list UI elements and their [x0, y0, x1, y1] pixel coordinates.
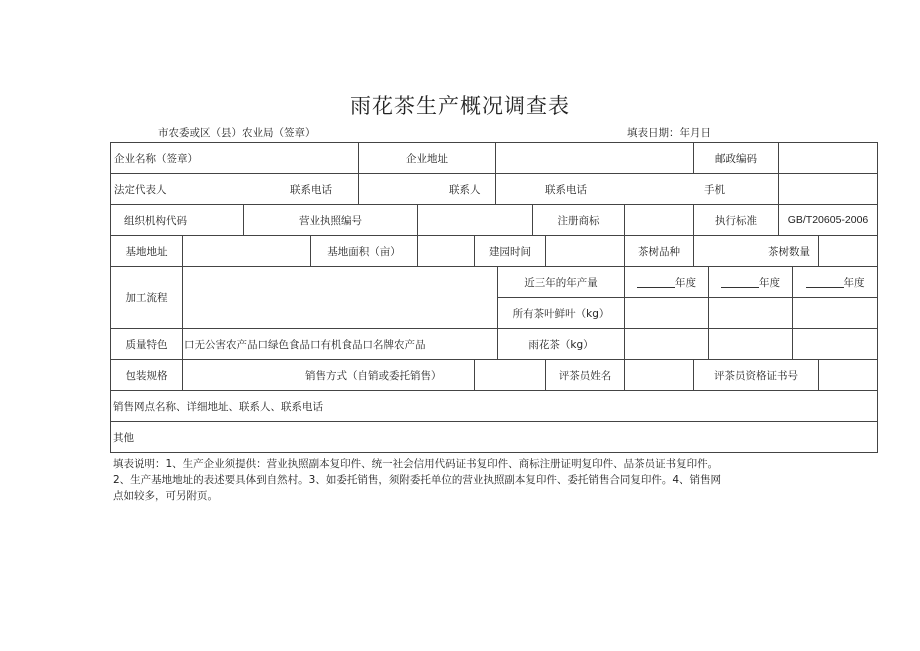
sales-outlets-label: 销售网点名称、详细地址、联系人、联系电话 [113, 400, 323, 413]
year-field-3 [793, 267, 877, 297]
contact-phone-label: 联系电话 [545, 183, 587, 196]
year-field-1 [625, 267, 708, 297]
year-suffix: 年度 [843, 276, 865, 289]
evaluator-cert-label: 评茶员资格证书号 [714, 369, 798, 382]
blank-line [637, 277, 675, 288]
fill-date-label: 填表日期：年月日 [627, 127, 711, 139]
mobile-label: 手机 [704, 183, 725, 196]
garden-time-label: 建园时间 [489, 245, 531, 258]
process-flow-label: 加工流程 [125, 292, 168, 304]
exec-standard-label: 执行标准 [715, 214, 757, 227]
notes-line-1: 填表说明：1、生产企业须提供：营业执照副本复印件、统一社会信用代码证书复印件、商标注册证明复印件、品茶员证书复印件。 [113, 458, 719, 470]
fill-instructions [113, 456, 813, 504]
blank-line [721, 277, 759, 288]
base-area-label: 基地面积（亩） [327, 245, 401, 258]
year-suffix: 年度 [759, 276, 780, 289]
page-title: 雨花茶生产概况调查表 [350, 94, 570, 118]
notes-line-3: 点如较多，可另附页。 [113, 490, 218, 502]
notes-line-2: 2、生产基地地址的表述要具体到自然村。3、如委托销售，须附委托单位的营业执照副本复印件、委托销售合同复印件。4、销售网 [113, 474, 722, 486]
exec-standard-value: GB/T20605-2006 [787, 214, 869, 226]
enterprise-name-label: 企业名称（签章） [114, 152, 198, 165]
yield-3y-label: 近三年的年产量 [524, 276, 598, 289]
tea-variety-label: 茶树品种 [638, 245, 680, 258]
quality-options: 口无公害农产品口绿色食品口有机食品口名牌农产品 [184, 338, 426, 351]
other-label: 其他 [113, 431, 134, 444]
base-address-label: 基地地址 [125, 245, 168, 258]
business-license-label: 营业执照编号 [299, 214, 362, 227]
fresh-leaf-label: 所有茶叶鲜叶（kg） [512, 307, 610, 320]
contact-phone-label: 联系电话 [290, 183, 332, 196]
yuhua-tea-label: 雨花茶（kg） [528, 338, 594, 351]
legal-rep-label: 法定代表人 [114, 183, 167, 196]
trademark-label: 注册商标 [557, 214, 600, 227]
issuer-label: 市农委或区（县）农业局（签章） [158, 127, 316, 139]
sales-mode-label: 销售方式（自销或委托销售） [305, 369, 442, 382]
packaging-label: 包装规格 [125, 369, 168, 382]
quality-label: 质量特色 [125, 338, 168, 351]
org-code-label: 组织机构代码 [124, 214, 187, 227]
postal-code-label: 邮政编码 [715, 152, 757, 165]
year-suffix: 年度 [675, 276, 696, 289]
tea-count-label: 茶树数量 [768, 245, 810, 258]
evaluator-name-label: 评茶员姓名 [558, 369, 612, 382]
blank-line [806, 277, 844, 288]
year-field-2 [709, 267, 792, 297]
contact-person-label: 联系人 [449, 183, 481, 196]
enterprise-address-label: 企业地址 [406, 152, 448, 165]
